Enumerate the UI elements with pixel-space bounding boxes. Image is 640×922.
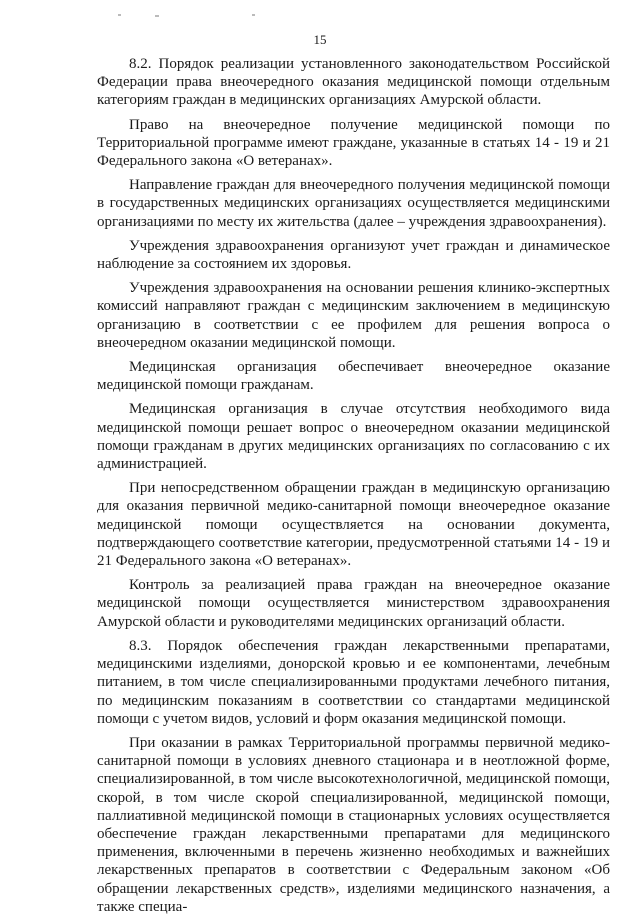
paragraph: При непосредственном обращении граждан в медицинскую организацию для оказания первичной медико-санитарной помощи внеочередное оказание медицинской помощи осуществляется на основании документа, подтверждающего соответствие категории, предусмотренной статьями 14 - 19 и 21 Федерального закона «О ветеранах». xyxy=(97,480,610,570)
paragraph: Контроль за реализацией права граждан на внеочередное оказание медицинской помощи осуществляется министерством здравоохранения Амурской области и руководителями медицинских организаций области. xyxy=(97,577,610,630)
paragraph-8-3-heading: 8.3. Порядок обеспечения граждан лекарственными препаратами, медицинскими изделиями, донорской кровью и ее компонентами, лечебным питанием, в том числе специализированными продуктами лечебного питания, по медицинским показаниям в соответствии со стандартами медицинской помощи с учетом видов, условий и форм оказания медицинской помощи. xyxy=(97,637,610,727)
paragraph: Медицинская организация в случае отсутствия необходимого вида медицинской помощи решает вопрос о внеочередном оказании медицинской помощи гражданам в других медицинских организациях по согласованию с их администрацией. xyxy=(97,401,610,473)
scan-speck xyxy=(155,15,159,17)
paragraph: Учреждения здравоохранения на основании решения клинико-экспертных комиссий направляют граждан с медицинским заключением в медицинскую организацию в соответствии с ее профилем для решения вопроса о внеочередном оказании медицинской помощи. xyxy=(97,280,610,351)
paragraph: Учреждения здравоохранения организуют учет граждан и динамическое наблюдение за состоянием их здоровья. xyxy=(97,237,610,273)
paragraph: Направление граждан для внеочередного получения медицинской помощи в государственных медицинских организациях осуществляется медицинскими организациями по месту их жительства (далее – учреждения здравоохранения). xyxy=(97,177,610,230)
scan-speck xyxy=(118,14,121,16)
paragraph: Медицинская организация обеспечивает внеочередное оказание медицинской помощи гражданам. xyxy=(97,359,610,394)
paragraph: При оказании в рамках Территориальной программы первичной медико-санитарной помощи в условиях дневного стационара и в неотложной форме, специализированной, в том числе высокотехнологичной, медицинской помощи, скорой, в том числе скорой специализированной, медицинской помощи, паллиативной медицинской помощи в стационарных условиях осуществляется обеспечение граждан лекарственными препаратами для медицинского применения, включенными в перечень жизненно необходимых и важнейших лекарственных препаратов в соответствии с Федеральным законом «Об обращении лекарственных средств», изделиями медицинского назначения, а также специа- xyxy=(97,734,610,915)
scan-speck xyxy=(252,14,255,16)
paragraph-8-2-heading: 8.2. Порядок реализации установленного законодательством Российской Федерации права внеочередного оказания медицинской помощи отдельным категориям граждан в медицинских организациях Амурской области. xyxy=(97,56,610,109)
document-body xyxy=(97,55,610,922)
paragraph: Право на внеочередное получение медицинской помощи по Территориальной программе имеют граждане, указанные в статьях 14 - 19 и 21 Федерального закона «О ветеранах». xyxy=(97,116,610,170)
page-number: 15 xyxy=(313,32,327,47)
